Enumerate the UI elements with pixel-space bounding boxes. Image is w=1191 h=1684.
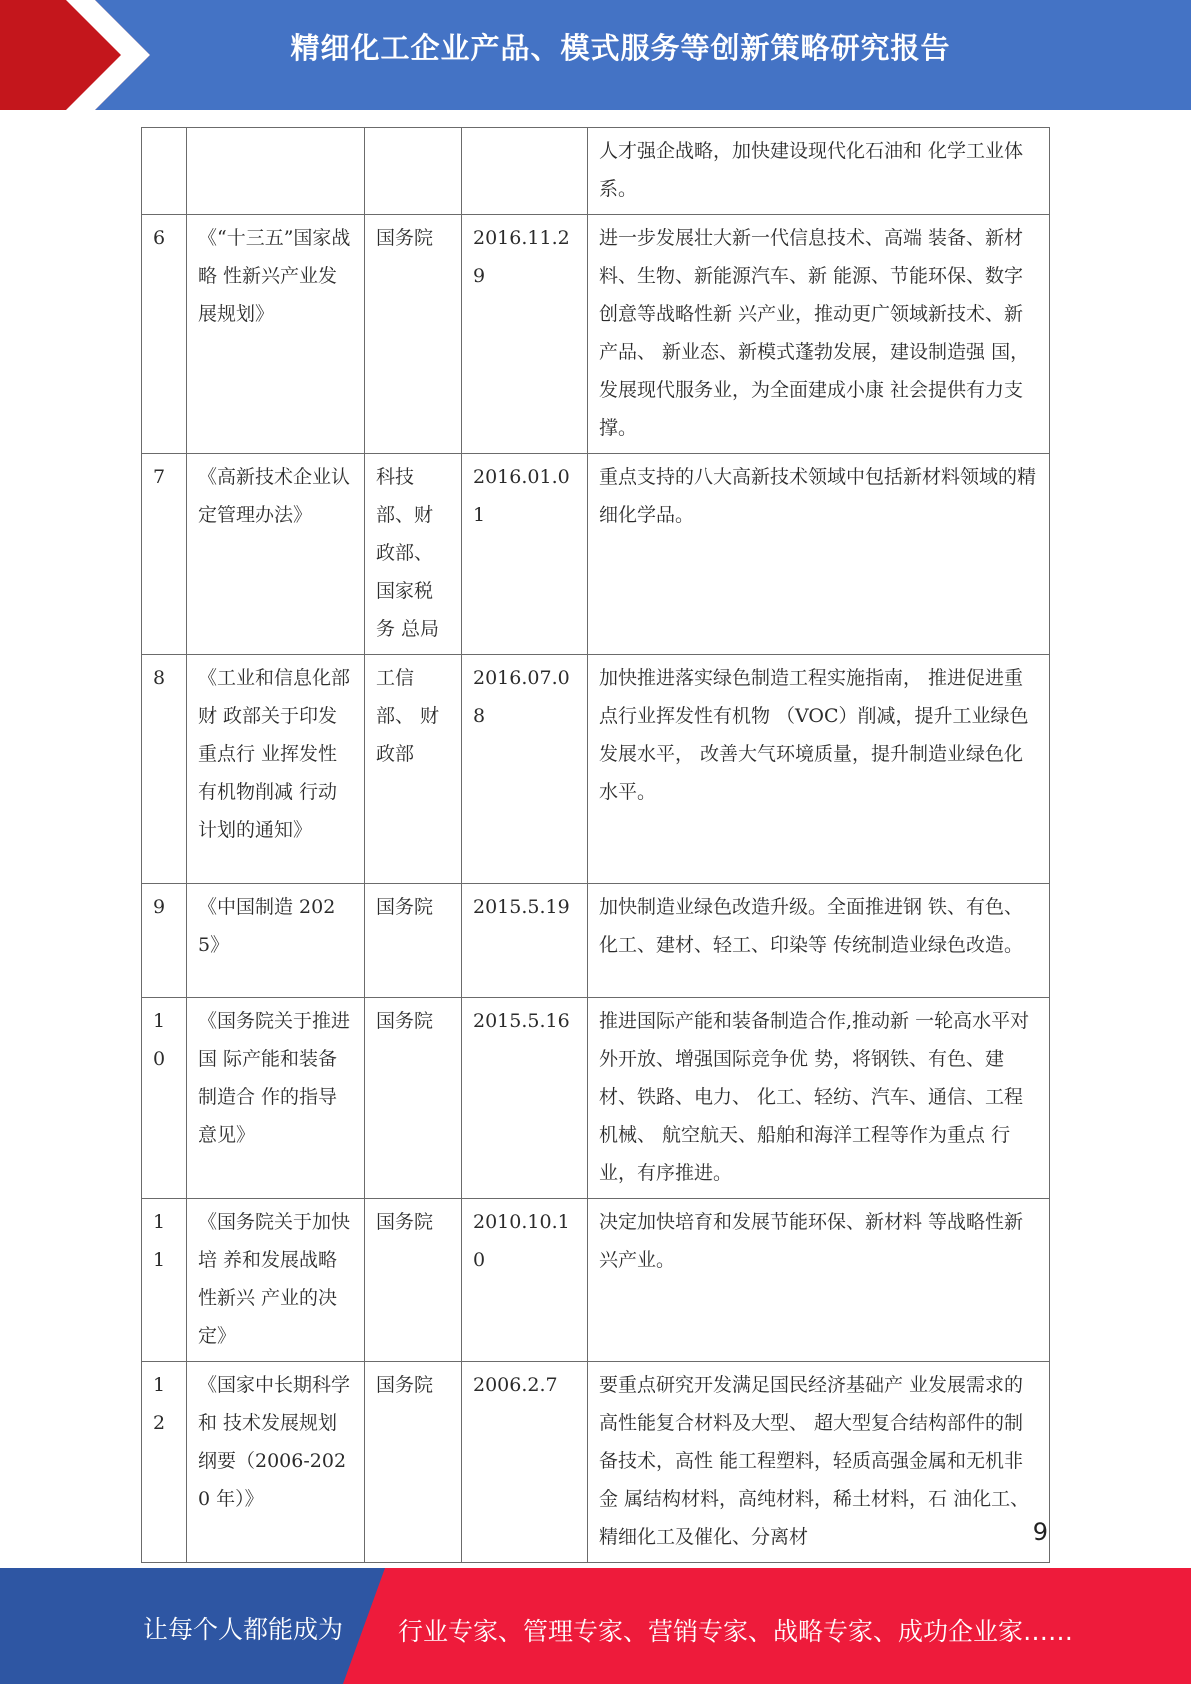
cell-content: 加快推进落实绿色制造工程实施指南， 推进促进重点行业挥发性有机物 （VOC）削减，提升工业绿色发展水平， 改善大气环境质量，提升制造业绿色化 水平。 <box>588 655 1050 884</box>
page-number: 9 <box>1032 1518 1048 1546</box>
cell-content: 决定加快培育和发展节能环保、新材料 等战略性新兴产业。 <box>588 1199 1050 1362</box>
cell-policy-name: 《国务院关于加快培 养和发展战略性新兴 产业的决定》 <box>187 1199 365 1362</box>
policy-table <box>141 127 1050 1563</box>
cell-no: 10 <box>142 998 187 1199</box>
cell-no: 7 <box>142 454 187 655</box>
cell-issuer: 国务院 <box>365 1199 462 1362</box>
cell-date: 2006.2.7 <box>462 1362 588 1563</box>
table-row <box>142 1362 1050 1563</box>
cell-no <box>142 128 187 215</box>
cell-issuer: 国务院 <box>365 884 462 998</box>
page-title: 精细化工企业产品、模式服务等创新策略研究报告 <box>290 31 951 65</box>
table-row <box>142 128 1050 215</box>
cell-content: 要重点研究开发满足国民经济基础产 业发展需求的高性能复合材料及大型、 超大型复合结构部件的制备技术，高性 能工程塑料，轻质高强金属和无机非金 属结构材料，高纯材料，稀土材料，石 油化工、精细化工及催化、分离材 <box>588 1362 1050 1563</box>
cell-policy-name: 《国家中长期科学和 技术发展规划纲要（2006-2020 年）》 <box>187 1362 365 1563</box>
cell-content: 加快制造业绿色改造升级。全面推进钢 铁、有色、化工、建材、轻工、印染等 传统制造业绿色改造。 <box>588 884 1050 998</box>
cell-no: 6 <box>142 215 187 454</box>
cell-content: 人才强企战略，加快建设现代化石油和 化学工业体系。 <box>588 128 1050 215</box>
cell-date: 2016.07.08 <box>462 655 588 884</box>
cell-issuer: 科技部、财政部、国家税务 总局 <box>365 454 462 655</box>
cell-no: 8 <box>142 655 187 884</box>
cell-issuer: 国务院 <box>365 998 462 1199</box>
table-row <box>142 1199 1050 1362</box>
cell-policy-name: 《工业和信息化部财 政部关于印发重点行 业挥发性有机物削减 行动计划的通知》 <box>187 655 365 884</box>
cell-no: 9 <box>142 884 187 998</box>
cell-issuer: 工信部、 财政部 <box>365 655 462 884</box>
cell-no: 11 <box>142 1199 187 1362</box>
cell-date: 2015.5.16 <box>462 998 588 1199</box>
header-banner <box>0 0 1191 110</box>
cell-content: 重点支持的八大高新技术领域中包括新材料领域的精细化学品。 <box>588 454 1050 655</box>
cell-policy-name: 《国务院关于推进国 际产能和装备制造合 作的指导意见》 <box>187 998 365 1199</box>
cell-issuer: 国务院 <box>365 215 462 454</box>
cell-date: 2010.10.10 <box>462 1199 588 1362</box>
footer-slogan-left: 让每个人都能成为 <box>143 1615 344 1644</box>
cell-policy-name: 《“十三五”国家战略 性新兴产业发展规划》 <box>187 215 365 454</box>
table-row <box>142 884 1050 998</box>
cell-date: 2016.11.29 <box>462 215 588 454</box>
cell-no: 12 <box>142 1362 187 1563</box>
footer-banner <box>0 1568 1191 1684</box>
cell-issuer: 国务院 <box>365 1362 462 1563</box>
table-row <box>142 454 1050 655</box>
cell-policy-name <box>187 128 365 215</box>
cell-date: 2016.01.01 <box>462 454 588 655</box>
table-row <box>142 998 1050 1199</box>
cell-content: 进一步发展壮大新一代信息技术、高端 装备、新材料、生物、新能源汽车、新 能源、节能环保、数字创意等战略性新 兴产业，推动更广领域新技术、新产品、 新业态、新模式蓬勃发展，建设制造强 国，发展现代服务业，为全面建成小康 社会提供有力支撑。 <box>588 215 1050 454</box>
cell-policy-name: 《高新技术企业认定管理办法》 <box>187 454 365 655</box>
cell-content: 推进国际产能和装备制造合作,推动新 一轮高水平对外开放、增强国际竞争优 势，将钢铁、有色、建材、铁路、电力、 化工、轻纺、汽车、通信、工程机械、 航空航天、船舶和海洋工程等作为重点 行业，有序推进。 <box>588 998 1050 1199</box>
table-row <box>142 215 1050 454</box>
cell-policy-name: 《中国制造 2025》 <box>187 884 365 998</box>
cell-date: 2015.5.19 <box>462 884 588 998</box>
footer-slogan-right: 行业专家、管理专家、营销专家、战略专家、成功企业家…… <box>398 1617 1074 1646</box>
cell-date <box>462 128 588 215</box>
cell-issuer <box>365 128 462 215</box>
table-row <box>142 655 1050 884</box>
